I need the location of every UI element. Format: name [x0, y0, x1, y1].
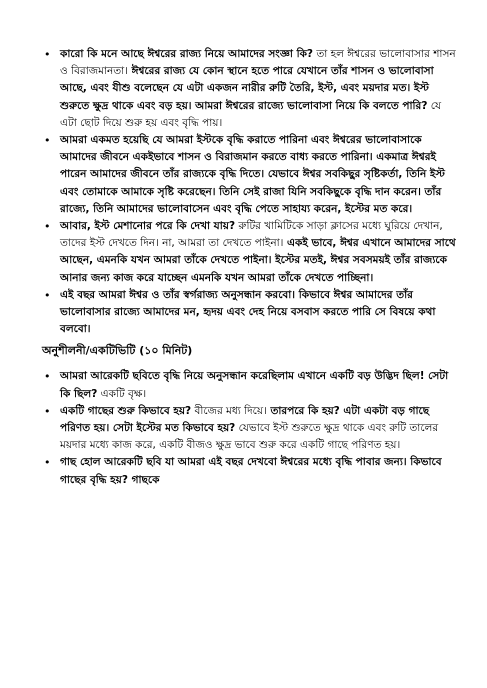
- bold-text: তারপরে কি হয়? এটা একটা বড় গাছে পরিণত হয়। সেটা ইস্টের মত কিভাবে হয়?: [60, 404, 430, 435]
- section-heading: অনুশীলনী/একটিভিটি (১০ মিনিট): [42, 344, 193, 358]
- list-item: [60, 46, 459, 132]
- bullet-list-2: [60, 368, 459, 488]
- normal-text: রুটির খামিটিকে সাড়া ক্লাসের মধ্যে ঘুরিয়ে দেখান, তাদের ইস্ট দেখতে দিন। না, আমরা তা দেখতে পাইনা।: [60, 220, 443, 250]
- bold-text: আমরা একমত হয়েছি যে আমরা ইস্টকে বৃদ্ধি করাতে পারিনা এবং ঈশ্বরের ভালোবাসাকে আমাদের জীবনে একইভাবে শাসন ও বিরাজমান করতে বাধ্য করতে পারিনা। একমাত্র ঈশ্বরই পারেন আমাদের জীবনে তাঁর রাজ্যকে বৃদ্ধি দিতে। যেভাবে ঈশ্বর সবকিছুর সৃষ্টিকর্তা, তিনি ইস্ট এবং তোমাকে আমাকে সৃষ্টি করেছেন। তিনি সেই রাজা যিনি সবকিছুকে বৃদ্ধি দান করেন। তাঁর রাজ্যে, তিনি আমাদের ভালোবাসেন এবং বৃদ্ধি পেতে সাহায্য করেন, ইস্টের মত করে।: [60, 134, 445, 215]
- normal-text: যে এটা ছোট দিয়ে শুরু হয় এবং বৃদ্ধি পায়।: [60, 99, 442, 129]
- list-item: [60, 218, 459, 287]
- list-item: [60, 368, 459, 402]
- bold-text: গাছ হোল আরেকটি ছবি যা আমরা এই বছর দেখবো ঈশ্বরের মধ্যে বৃদ্ধি পাবার জন্য। কিভাবে গাছের বৃদ্ধি হয়? গাছকে: [60, 456, 442, 486]
- normal-text: একটি বৃক্ষ।: [97, 387, 147, 400]
- normal-text: তা হল ঈশ্বরের ভালোবাসার শাসন ও বিরাজমানতা।: [60, 48, 456, 78]
- bold-text: এই বছর আমরা ঈশ্বর ও তাঁর স্বর্গরাজ্য অনুসন্ধান করবো। কিভাবে ঈশ্বর আমাদের তাঁর ভালোবাসার রাজ্যে আমাদের মন, হৃদয় এবং দেহ নিয়ে বসবাস করতে পারি সে বিষয়ে কথা বলবো।: [60, 288, 436, 336]
- normal-text: যেভাবে ইস্ট শুরুতে ক্ষুদ্র থাকে এবং রুটি তালের ময়দার মধ্যে কাজ করে, একটি বীজও ক্ষুদ্র ভাবে শুরু করে একটি গাছে পরিণত হয়।: [60, 422, 439, 452]
- normal-text: বীজের মধ্য দিয়ে।: [191, 404, 267, 417]
- bullet-list-1: [60, 46, 459, 338]
- bold-text: একটি গাছের শুরু কিভাবে হয়?: [60, 404, 192, 417]
- bold-text: আবার, ইস্ট মেশানোর পরে কি দেখা যায়?: [60, 220, 236, 233]
- bold-text: ঈশ্বরের রাজ্য যে কোন স্থানে হতে পারে যেখানে তাঁর শাসন ও ভালোবাসা আছে, এবং যীশু বলেছেন যে এটা একজন নারীর রুটি তৈরি, ইস্ট, এবং ময়দার মত। ইস্ট শুরুতে ক্ষুদ্র থাকে এবং বড় হয়। আমরা ঈশ্বরের রাজ্যে ভালোবাসা নিয়ে কি বলতে পারি?: [60, 65, 434, 112]
- list-item: [60, 132, 459, 218]
- bold-text: কারো কি মনে আছে ঈশ্বরের রাজ্য নিয়ে আমাদের সংজ্ঞা কি?: [60, 48, 314, 60]
- list-item: [60, 403, 459, 455]
- list-item: [60, 287, 459, 339]
- bold-text: আমরা আরেকটি ছবিতে বৃদ্ধি নিয়ে অনুসন্ধান করেছিলাম এখানে একটি বড় উদ্ভিদ ছিল! সেটা কি ছিল?: [60, 370, 449, 400]
- list-item: [60, 454, 459, 488]
- bold-text: একই ভাবে, ঈশ্বর এখানে আমাদের সাথে আছেন, এমনকি যখন আমরা তাঁকে দেখতে পাইনা। ইস্টের মতই, ঈশ্বর সবসময়ই তাঁর রাজ্যকে আনার জন্য কাজ করে যাচ্ছেন এমনকি যখন আমরা তাঁকে দেখতে পাচ্ছিনা।: [60, 237, 456, 284]
